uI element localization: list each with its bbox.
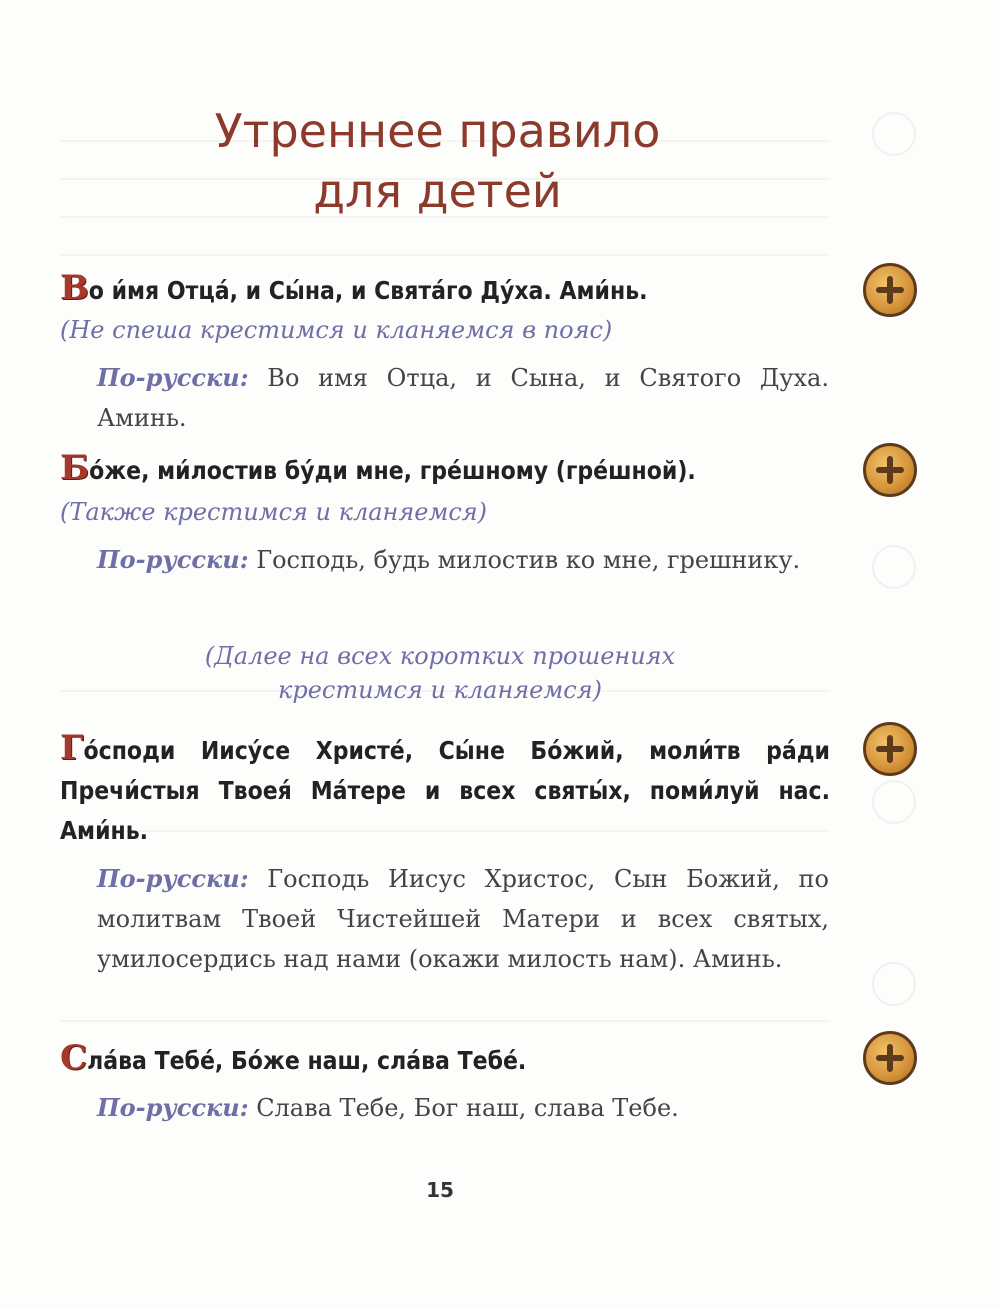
translation-label: По-русски: <box>97 864 249 893</box>
bleed-through-medallion <box>872 962 916 1006</box>
translation-text: Слава Тебе, Бог наш, слава Тебе. <box>248 1094 679 1122</box>
bleed-through-medallion <box>872 780 916 824</box>
prayer-text: о́же, ми́лостив бу́ди мне, гре́шному (гре́шной). <box>89 456 696 485</box>
bow-medallion-icon <box>863 263 917 317</box>
drop-initial: В <box>60 268 89 308</box>
translation-label: По-русски: <box>97 545 249 574</box>
translation-text: Во имя Отца, и Сына, и Святого Духа. Аминь. <box>97 364 829 432</box>
prayer-text: ла́ва Тебе́, Бо́же наш, сла́ва Тебе́. <box>87 1046 527 1075</box>
instruction-note: (Также крестимся и кланяемся) <box>60 498 488 526</box>
prayer-text: о́споди Иису́се Христе́, Сы́не Бо́жий, моли́тв ра́ди Пречи́стыя Твоея́ Ма́тере и всех святы́х, поми́луй нас. Ами́нь. <box>60 736 830 845</box>
drop-initial: Б <box>60 448 90 488</box>
bleed-through-medallion <box>872 545 916 589</box>
page-title-line-2: для детей <box>313 164 562 218</box>
general-instruction-line-1: (Далее на всех коротких прошениях <box>204 642 676 670</box>
russian-translation-4 <box>97 1088 829 1128</box>
russian-translation-3 <box>97 859 829 979</box>
page-number: 15 <box>426 1178 454 1202</box>
bow-medallion-icon <box>863 722 917 776</box>
prayer-4 <box>60 1038 830 1081</box>
translation-text: Господь Иисус Христос, Сын Божий, по молитвам Твоей Чистейшей Матери и всех святых, умилосердись над нами (окажи милость нам). Аминь. <box>97 865 829 973</box>
general-instruction-line-2: крестимся и кланяемся) <box>278 676 602 704</box>
page-title-line-1: Утреннее правило <box>214 104 661 158</box>
translation-label: По-русски: <box>97 363 249 392</box>
prayer-2 <box>60 448 830 491</box>
bleed-through-medallion <box>872 112 916 156</box>
drop-initial: С <box>60 1038 88 1078</box>
translation-label: По-русски: <box>97 1093 249 1122</box>
drop-initial: Г <box>60 728 84 768</box>
russian-translation-2 <box>97 540 829 580</box>
bleed-through-line <box>60 254 830 256</box>
prayer-1 <box>60 268 830 311</box>
russian-translation-1 <box>97 358 829 438</box>
translation-text: Господь, будь милостив ко мне, грешнику. <box>248 546 801 574</box>
bow-medallion-icon <box>863 1031 917 1085</box>
prayer-3 <box>60 728 830 851</box>
prayer-text: о и́мя Отца́, и Сы́на, и Свята́го Ду́ха. Ами́нь. <box>88 276 648 305</box>
bleed-through-line <box>60 1020 830 1022</box>
bow-medallion-icon <box>863 443 917 497</box>
instruction-note: (Не спеша крестимся и кланяемся в пояс) <box>60 316 613 344</box>
